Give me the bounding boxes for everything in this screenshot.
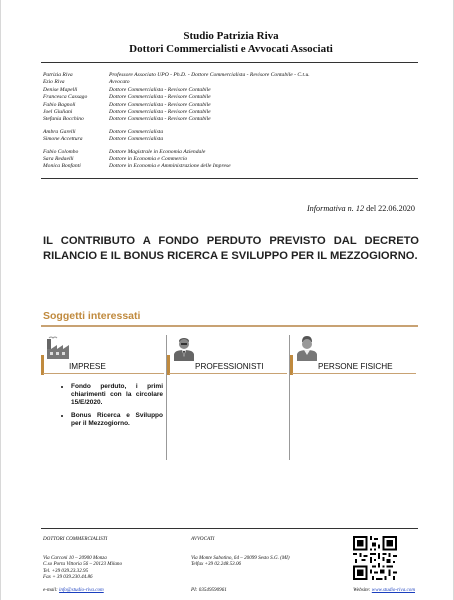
roster-name: Joel Giuliani — [43, 109, 73, 116]
email-label: e-mail: — [43, 587, 58, 593]
footer-line: Via Carconi 10 – 20900 Monza — [43, 555, 107, 561]
factory-icon — [45, 335, 71, 361]
email-link[interactable]: info@studio-riva.com — [59, 587, 104, 593]
informativa-number: Informativa n. 12 — [306, 204, 365, 213]
roster-name: Denise Mapelli — [43, 86, 78, 93]
informativa-date: del 22.06.2020 — [366, 204, 415, 213]
roster-role: Dottore Commercialista - Revisore Contabile — [109, 116, 211, 123]
roster-row — [43, 129, 310, 136]
roster-row — [43, 116, 310, 123]
roster-row — [43, 136, 310, 143]
footer-vat-number: PI: 03549590961 — [191, 587, 227, 593]
roster-name: Ambra Garelli — [43, 128, 76, 135]
header-rule — [41, 62, 418, 63]
roster-name: Ezio Riva — [43, 79, 65, 86]
footer-line: C.so Porta Vittoria 56 – 20123 Milano — [43, 561, 123, 568]
footer-line: Tel. +39 039.23.32.95 — [43, 567, 89, 574]
roster-role: Dottore Commercialista — [109, 128, 164, 135]
roster-row — [43, 94, 310, 101]
staff-roster — [43, 72, 310, 171]
roster-row — [43, 149, 310, 156]
roster-role: Dottore Commercialista - Revisore Contabile — [109, 86, 211, 93]
firm-subtitle: Dottori Commercialisti e Avvocati Associati — [129, 43, 333, 55]
roster-name: Fabio Colombo — [43, 148, 79, 155]
person-icon — [294, 335, 320, 361]
bullet-item: • Fondo perduto, i primi chiarimenti con la circolare 15/E/2020. — [71, 383, 163, 408]
column-imprese — [41, 335, 167, 460]
footer-commercialisti-title: DOTTORI COMMERCIALISTI — [43, 536, 108, 542]
footer-website — [353, 587, 415, 593]
footer-email — [43, 587, 104, 593]
column-accent-bar — [41, 355, 44, 375]
qr-code — [353, 536, 397, 580]
roster-name: Patrizia Riva — [43, 72, 73, 78]
roster-name: Francesca Cassago — [43, 94, 88, 101]
column-underline — [292, 373, 416, 374]
roster-row — [43, 163, 310, 170]
professional-icon — [171, 335, 197, 361]
roster-row — [43, 79, 310, 86]
roster-role: Dottore Magistrale in Economia Aziendale — [109, 148, 206, 155]
website-link[interactable]: www.studio-riva.com — [371, 587, 415, 593]
footer-avvocati-title: AVVOCATI — [191, 536, 215, 542]
footer-line: Via Monte Sabotino, 64 – 20099 Sesto S.G. (MI) — [191, 555, 290, 561]
column-label: PERSONE FISICHE — [318, 362, 393, 371]
roster-name: Fabio Bagnoli — [43, 101, 76, 108]
roster-role: Dottore Commercialista - Revisore Contabile — [109, 109, 211, 116]
column-accent-bar — [167, 355, 170, 375]
roster-name: Sara Redaelli — [43, 156, 74, 163]
column-underline — [43, 373, 164, 374]
informativa-reference — [307, 204, 415, 213]
bullet-list — [51, 383, 163, 432]
roster-role: Dottore in Economia e Amministrazione delle Imprese — [109, 163, 231, 170]
footer-avvocati-address — [191, 555, 290, 568]
footer-commercialisti-address — [43, 555, 122, 581]
roster-role: Professore Associato UPO - Ph.D. - Dottore Commercialista - Revisore Contabile - C.t.u. — [109, 72, 310, 78]
column-accent-bar — [290, 355, 293, 375]
footer-line: Telfax +39 02.248.53.06 — [191, 561, 242, 568]
section-rule — [41, 325, 418, 327]
column-professionisti — [167, 335, 290, 460]
roster-row — [43, 102, 310, 109]
website-label: Website: — [353, 587, 371, 593]
column-persone-fisiche — [290, 335, 418, 460]
section-title: Soggetti interessati — [43, 310, 141, 322]
roster-role: Dottore in Economia e Commercio — [109, 156, 188, 163]
roster-row — [43, 87, 310, 94]
column-underline — [169, 373, 287, 374]
footer-line: Fax + 39 039.230.44.86 — [43, 574, 93, 581]
roster-row — [43, 72, 310, 79]
bullet-item: • Bonus Ricerca e Sviluppo per il Mezzogiorno. — [71, 412, 163, 428]
column-label: PROFESSIONISTI — [195, 362, 264, 371]
document-headline: IL CONTRIBUTO A FONDO PERDUTO PREVISTO DAL DECRETO RILANCIO E IL BONUS RICERCA E SVILUPPO PER IL MEZZOGIORNO. — [43, 235, 419, 262]
roster-role: Avvocato — [109, 79, 130, 86]
firm-name: Studio Patrizia Riva — [183, 30, 279, 42]
firm-header — [101, 30, 361, 56]
roster-role: Dottore Commercialista - Revisore Contabile — [109, 101, 211, 108]
roster-role: Dottore Commercialista - Revisore Contabile — [109, 94, 211, 101]
footer-rule — [41, 528, 418, 529]
roster-rule — [41, 178, 418, 179]
roster-name: Monica Bonfanti — [43, 163, 81, 170]
column-label: IMPRESE — [69, 362, 106, 371]
roster-name: Simone Accettura — [43, 136, 83, 143]
roster-role: Dottore Commercialista — [109, 136, 164, 143]
roster-row — [43, 156, 310, 163]
roster-name: Stefania Bocchino — [43, 116, 84, 123]
